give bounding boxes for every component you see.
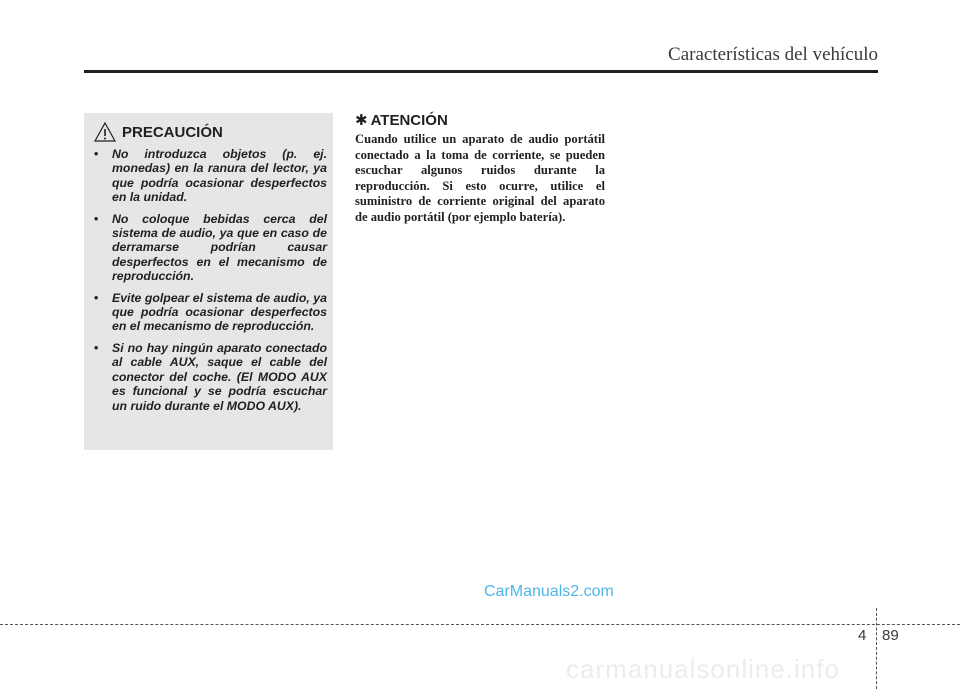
caution-item-text: No introduzca objetos (p. ej. monedas) en la ranura del lector, ya que podría ocasionar desperfectos en la unidad.: [112, 147, 327, 205]
header-rule: [84, 70, 878, 73]
bottom-watermark: carmanualsonline.info: [566, 654, 840, 684]
page-divider: [876, 608, 877, 689]
caution-item-text: No coloque bebidas cerca del sistema de audio, ya que en caso de derramarse podrían causar desperfectos en el mecanismo de reproducción.: [112, 211, 327, 284]
caution-item: [90, 212, 327, 284]
footer-rule: [0, 624, 960, 625]
caution-item-text: Si no hay ningún aparato conectado al cable AUX, saque el cable del conector del coche. (El MODO AUX es funcional y se podría escuchar un ruido durante el MODO AUX).: [112, 340, 327, 413]
caution-box: [84, 113, 333, 450]
caution-item-text: Evite golpear el sistema de audio, ya que podría ocasionar desperfectos en el mecanismo de reproducción.: [112, 290, 327, 334]
watermark-link[interactable]: CarManuals2.com: [484, 583, 614, 600]
caution-list: [90, 147, 327, 413]
caution-item: [90, 147, 327, 205]
caution-title: PRECAUCIÓN: [122, 123, 223, 141]
page-number: 89: [882, 627, 899, 644]
bullet-icon: •: [94, 211, 99, 226]
bullet-icon: •: [94, 290, 99, 305]
attention-heading: [355, 109, 605, 131]
attention-section: [355, 109, 605, 226]
page-header-title: Características del vehículo: [668, 44, 878, 65]
asterisk-icon: ✱: [355, 111, 368, 129]
attention-text: Cuando utilice un aparato de audio portátil conectado a la toma de corriente, se pueden escuchar algunos ruidos durante la reproducción. Si esto ocurre, utilice el suministro de corriente original del aparato de audio portátil (por ejemplo batería).: [355, 132, 605, 224]
caution-item: [90, 341, 327, 413]
bullet-icon: •: [94, 147, 99, 161]
warning-triangle-icon: [94, 122, 116, 142]
caution-item: [90, 291, 327, 334]
chapter-number: 4: [858, 627, 867, 644]
bullet-icon: •: [94, 340, 99, 355]
attention-title: ATENCIÓN: [370, 111, 448, 129]
caution-heading: [94, 121, 327, 143]
